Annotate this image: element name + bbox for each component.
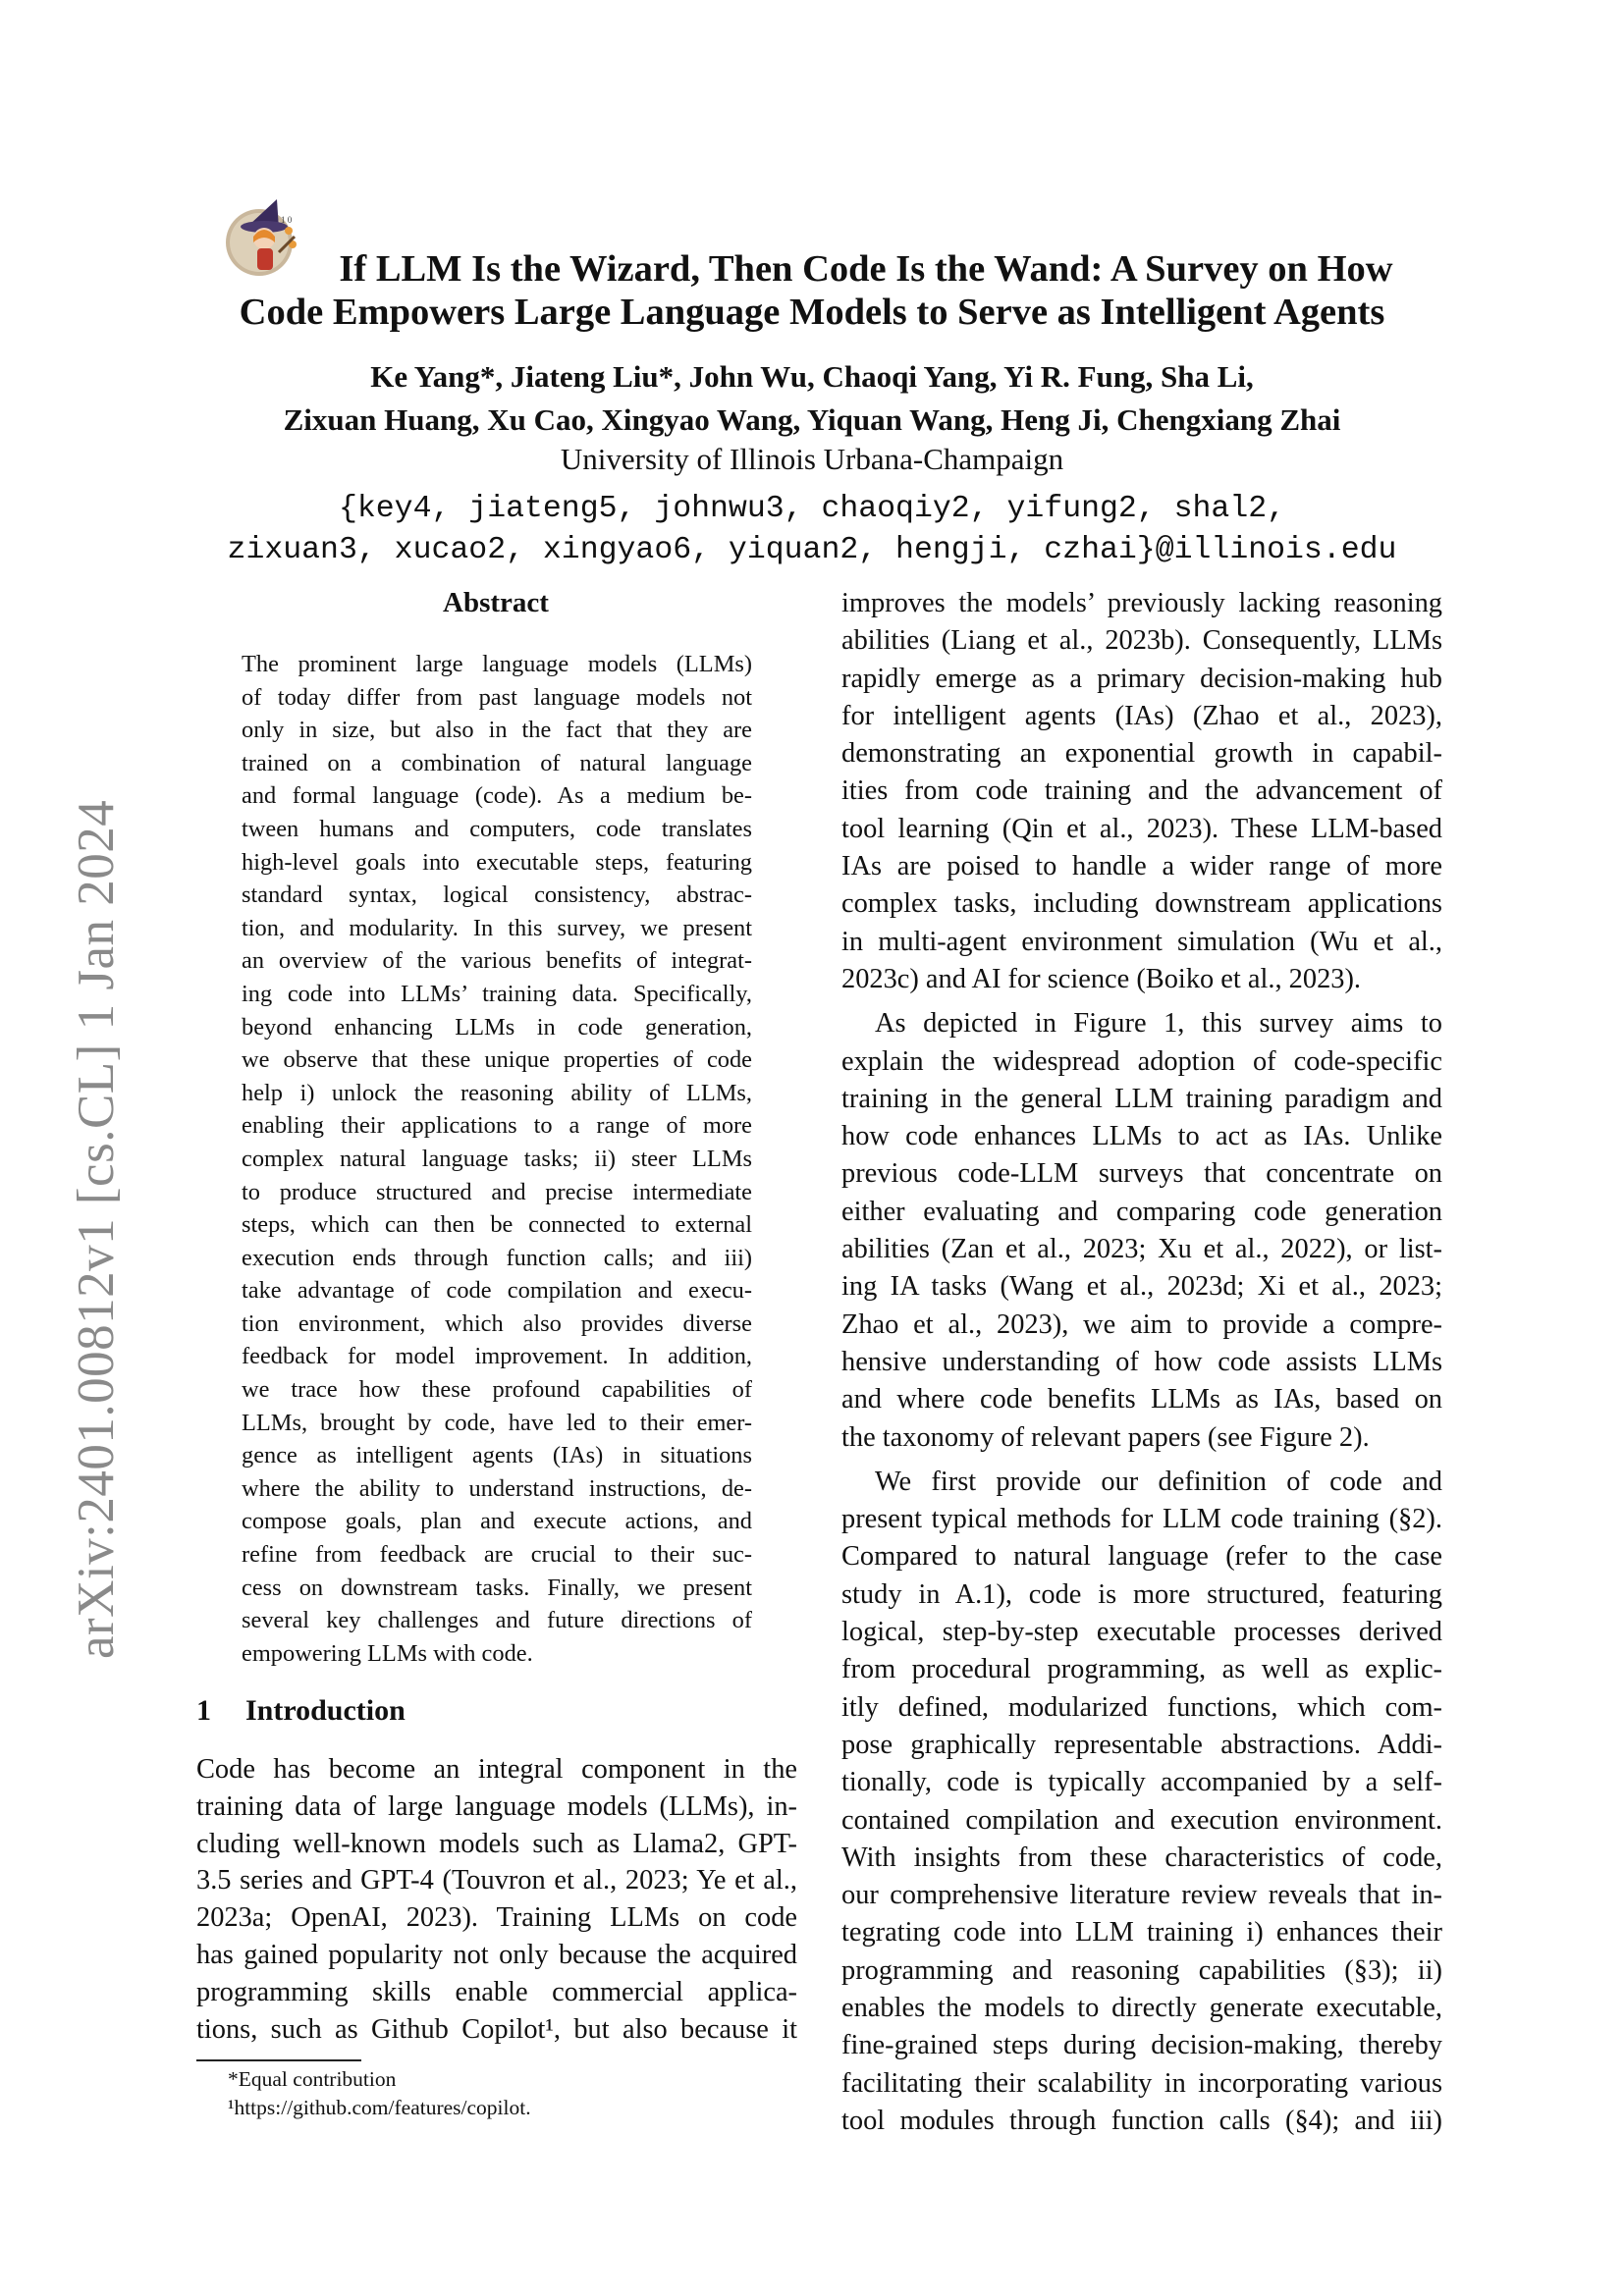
intro-line: tions, such as Github Copilot¹, but also because it [196, 2013, 797, 2045]
introduction-paragraph [196, 1751, 797, 2048]
body-line: rapidly emerge as a primary decision-making hub [841, 663, 1442, 694]
abstract-line: we observe that these unique properties of code [242, 1046, 752, 1074]
body-line: tool modules through function calls (§4); and iii) [841, 2105, 1442, 2136]
right-column-text [841, 585, 1442, 2147]
body-line: for intelligent agents (IAs) (Zhao et al., 2023), [841, 700, 1442, 731]
abstract-line: ing code into LLMs’ training data. Specifically, [242, 980, 752, 1007]
abstract-line: help i) unlock the reasoning ability of LLMs, [242, 1079, 752, 1106]
affiliation: University of Illinois Urbana-Champaign [560, 442, 1064, 476]
section-title: Introduction [245, 1694, 406, 1727]
body-line: tionally, code is typically accompanied by a self- [841, 1767, 1442, 1798]
body-line: present typical methods for LLM code training (§2). [841, 1504, 1442, 1535]
abstract-line: The prominent large language models (LLMs) [242, 651, 752, 677]
paragraph-2 [841, 1005, 1442, 1457]
emails-line-2: zixuan3, xucao2, xingyao6, yiquan2, hengji, czhai}@illinois.edu [227, 533, 1397, 567]
body-line: hensive understanding of how code assists LLMs [841, 1346, 1442, 1377]
intro-line: cluding well-known models such as Llama2, GPT- [196, 1828, 797, 1859]
body-line: abilities (Zan et al., 2023; Xu et al., 2022), or list- [841, 1234, 1442, 1265]
author-list [196, 355, 1428, 442]
abstract-line: only in size, but also in the fact that they are [242, 717, 752, 744]
body-line: tegrating code into LLM training i) enhances their [841, 1917, 1442, 1949]
abstract-line: where the ability to understand instructions, de- [242, 1474, 752, 1502]
abstract-line: execution ends through function calls; and iii) [242, 1244, 752, 1271]
abstract-line: beyond enhancing LLMs in code generation, [242, 1013, 752, 1041]
body-line: and where code benefits LLMs as IAs, based on [841, 1384, 1442, 1415]
intro-line: Code has become an integral component in the [196, 1754, 797, 1785]
arxiv-identifier-stamp: arXiv:2401.00812v1 [cs.CL] 1 Jan 2024 [68, 799, 125, 1659]
body-line: how code enhances LLMs to act as IAs. Unlike [841, 1121, 1442, 1152]
body-line: from procedural programming, as well as explic- [841, 1654, 1442, 1685]
body-line: improves the models’ previously lacking reasoning [841, 588, 1442, 618]
body-line: previous code-LLM surveys that concentrate on [841, 1158, 1442, 1190]
abstract-line: high-level goals into executable steps, featuring [242, 848, 752, 876]
body-line: Compared to natural language (refer to the case [841, 1541, 1442, 1573]
body-line: training in the general LLM training paradigm and [841, 1083, 1442, 1114]
body-line: complex tasks, including downstream applications [841, 888, 1442, 920]
abstract-line: cess on downstream tasks. Finally, we present [242, 1574, 752, 1601]
abstract-line: gence as intelligent agents (IAs) in situations [242, 1442, 752, 1469]
body-line: demonstrating an exponential growth in capabil- [841, 738, 1442, 770]
body-line: fine-grained steps during decision-making, thereby [841, 2030, 1442, 2061]
paper-title [196, 247, 1428, 334]
body-line: ing IA tasks (Wang et al., 2023d; Xi et al., 2023; [841, 1271, 1442, 1303]
abstract-line: complex natural language tasks; ii) steer LLMs [242, 1145, 752, 1172]
body-line: pose graphically representable abstractions. Addi- [841, 1729, 1442, 1760]
abstract-line: steps, which can then be connected to external [242, 1211, 752, 1239]
abstract-heading: Abstract [443, 587, 549, 618]
body-line: programming and reasoning capabilities (§3); ii) [841, 1954, 1442, 1986]
abstract-line: of today differ from past language models not [242, 683, 752, 711]
body-line: either evaluating and comparing code generation [841, 1196, 1442, 1227]
abstract-line: an overview of the various benefits of integrat- [242, 947, 752, 975]
intro-line: 2023a; OpenAI, 2023). Training LLMs on code [196, 1902, 797, 1934]
abstract-line: trained on a combination of natural language [242, 749, 752, 776]
footnote-equal-contribution: *Equal contribution [228, 2067, 397, 2091]
abstract-line: feedback for model improvement. In addition, [242, 1343, 752, 1370]
body-line: itly defined, modularized functions, which com- [841, 1691, 1442, 1723]
body-line: enables the models to directly generate executable, [841, 1992, 1442, 2023]
abstract-line: take advantage of code compilation and execu- [242, 1277, 752, 1305]
authors-line-2: Zixuan Huang, Xu Cao, Xingyao Wang, Yiquan Wang, Heng Ji, Chengxiang Zhai [283, 402, 1341, 437]
title-line-2: Code Empowers Large Language Models to Serve as Intelligent Agents [239, 292, 1385, 333]
intro-line: 3.5 series and GPT-4 (Touvron et al., 2023; Ye et al., [196, 1865, 797, 1896]
body-line: With insights from these characteristics of code, [841, 1842, 1442, 1873]
authors-line-1: Ke Yang*, Jiateng Liu*, John Wu, Chaoqi Yang, Yi R. Fung, Sha Li, [370, 359, 1254, 394]
section-number: 1 [196, 1694, 211, 1727]
body-line: facilitating their scalability in incorporating various [841, 2067, 1442, 2099]
abstract-line: empowering LLMs with code. [242, 1639, 533, 1667]
footnote-rule [196, 2059, 361, 2061]
body-line: IAs are poised to handle a wider range of more [841, 851, 1442, 882]
intro-line: training data of large language models (LLMs), in- [196, 1790, 797, 1822]
abstract-line: LLMs, brought by code, have led to their emer- [242, 1409, 752, 1436]
abstract-body [242, 648, 752, 1670]
title-line-1: If LLM Is the Wizard, Then Code Is the Wand: A Survey on How [339, 248, 1393, 290]
body-line: As depicted in Figure 1, this survey aims to [875, 1008, 1442, 1040]
body-line: in multi-agent environment simulation (Wu et al., [841, 926, 1442, 957]
abstract-line: tion, and modularity. In this survey, we present [242, 914, 752, 941]
section-heading-introduction [196, 1693, 406, 1729]
body-line: explain the widespread adoption of code-specific [841, 1045, 1442, 1077]
abstract-line: to produce structured and precise intermediate [242, 1178, 752, 1205]
abstract-line: and formal language (code). As a medium be- [242, 782, 752, 810]
abstract-line: compose goals, plan and execute actions, and [242, 1508, 752, 1535]
body-line: 2023c) and AI for science (Boiko et al., 2023). [841, 963, 1362, 994]
abstract-line: standard syntax, logical consistency, abstrac- [242, 881, 752, 909]
intro-line: has gained popularity not only because the acquired [196, 1939, 797, 1970]
body-line: ities from code training and the advancement of [841, 775, 1442, 807]
footnotes [228, 2065, 531, 2122]
body-line: abilities (Liang et al., 2023b). Consequently, LLMs [841, 625, 1442, 657]
body-line: the taxonomy of relevant papers (see Figure 2). [841, 1421, 1370, 1453]
paragraph-3 [841, 1464, 1442, 2140]
abstract-line: tween humans and computers, code translates [242, 815, 752, 842]
body-line: study in A.1), code is more structured, featuring [841, 1578, 1442, 1610]
abstract-line: tion environment, which also provides diverse [242, 1309, 752, 1337]
author-emails [147, 489, 1477, 571]
emails-line-1: {key4, jiateng5, johnwu3, chaoqiy2, yifung2, shal2, [338, 492, 1286, 526]
body-line: our comprehensive literature review reveals that in- [841, 1880, 1442, 1911]
body-line: Zhao et al., 2023), we aim to provide a compre- [841, 1308, 1442, 1340]
body-line: tool learning (Qin et al., 2023). These LLM-based [841, 813, 1442, 844]
body-line: We first provide our definition of code and [875, 1466, 1442, 1497]
abstract-line: enabling their applications to a range of more [242, 1112, 752, 1140]
abstract-line: refine from feedback are crucial to their suc- [242, 1541, 752, 1569]
abstract-line: several key challenges and future directions of [242, 1607, 752, 1634]
body-line: logical, step-by-step executable processes derived [841, 1617, 1442, 1648]
body-line: contained compilation and execution environment. [841, 1804, 1442, 1836]
svg-text:1 0: 1 0 [281, 215, 293, 225]
intro-line: programming skills enable commercial applica- [196, 1976, 797, 2007]
abstract-line: we trace how these profound capabilities of [242, 1376, 752, 1404]
paragraph-1 [841, 585, 1442, 998]
footnote-copilot-link[interactable]: ¹https://github.com/features/copilot. [228, 2096, 531, 2119]
